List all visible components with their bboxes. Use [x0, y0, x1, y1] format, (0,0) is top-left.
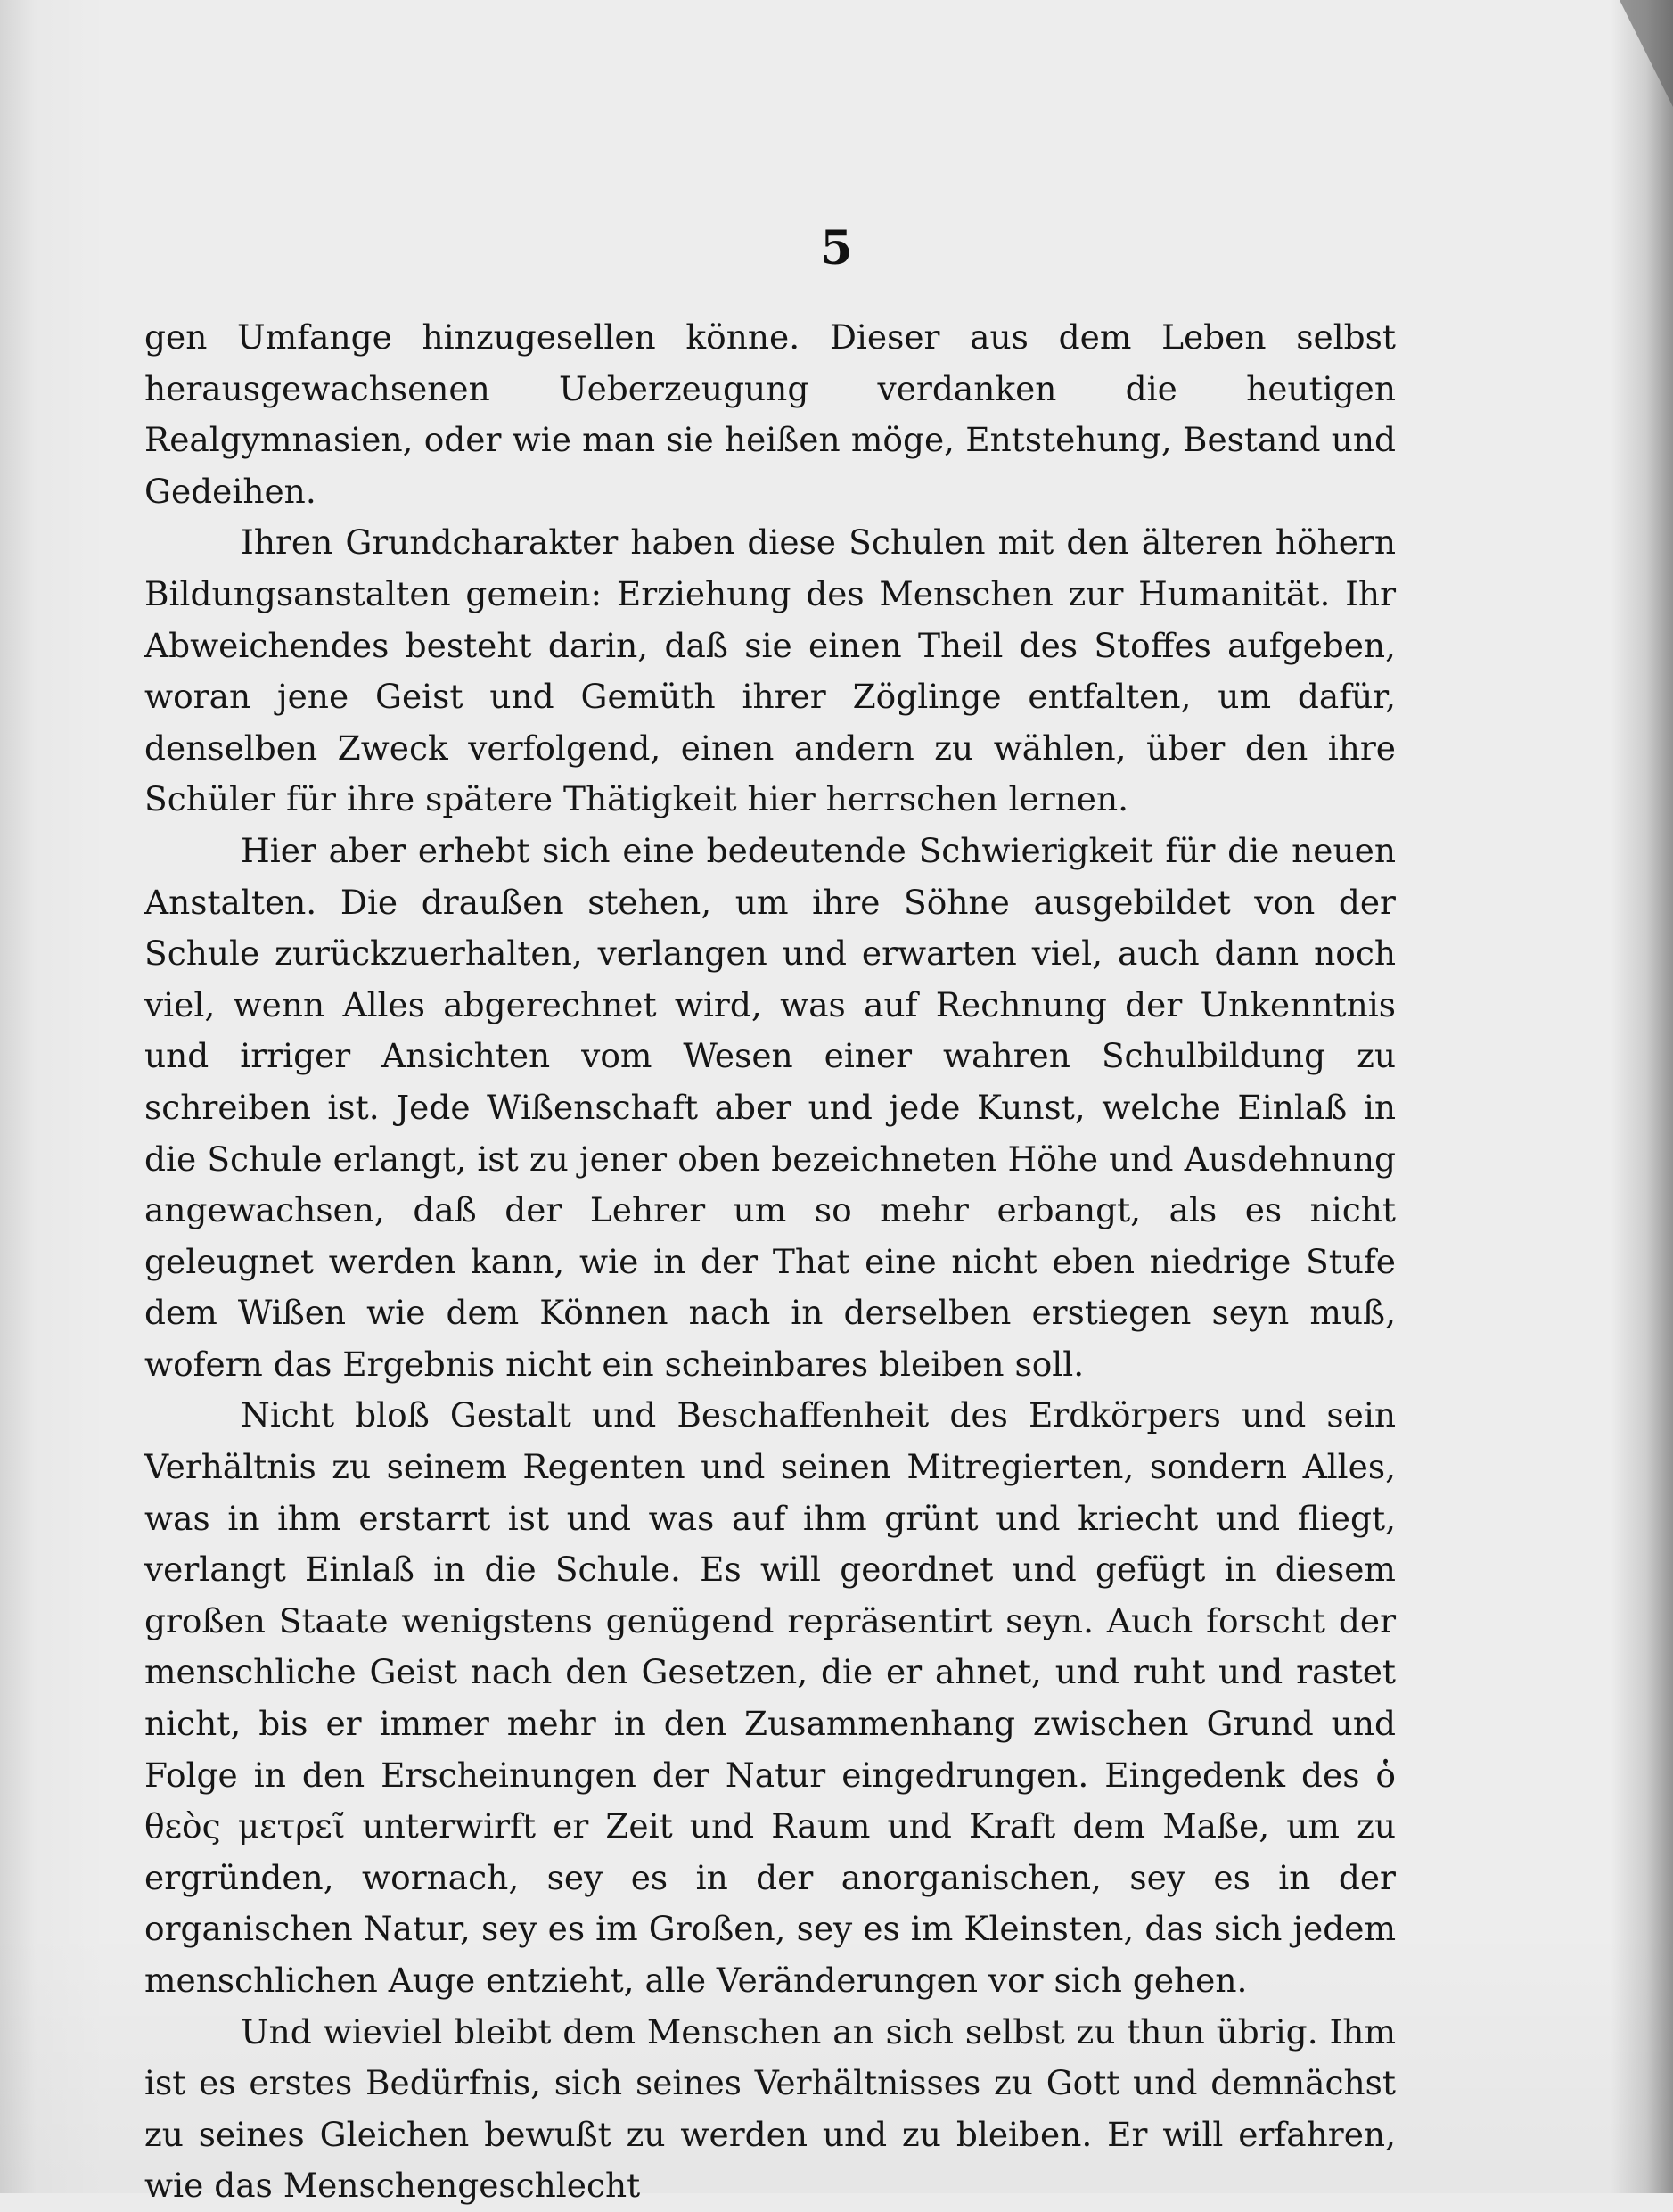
body-text [144, 312, 1396, 2212]
page-number: 5 [820, 221, 853, 275]
paragraph-grundcharakter: Ihren Grundcharakter haben diese Schulen mit den älteren höhern Bildungsanstalten gemein: Erziehung des Menschen zur Humanität. Ihr Abweichendes besteht darin, daß sie einen Theil des Stoffes aufgeben, woran jene Geist und Gemüth ihrer Zöglinge entfalten, um dafür, denselben Zweck verfolgend, einen andern zu wählen, über den ihre Schüler für ihre spätere Thätigkeit hier herrschen lernen. [144, 522, 1396, 819]
paragraph-erdkoerper: Nicht bloß Gestalt und Beschaffenheit des Erdkörpers und sein Verhältnis zu seinem Regenten und seinen Mitregierten, sondern Alles, was in ihm erstarrt ist und was auf ihm grünt und kriecht und fliegt, verlangt Einlaß in die Schule. Es will geordnet und gefügt in diesem großen Staate wenigstens genügend repräsentirt seyn. Auch forscht der menschliche Geist nach den Gesetzen, die er ahnet, und ruht und rastet nicht, bis er immer mehr in den Zusammenhang zwischen Grund und Folge in den Erscheinungen der Natur eingedrungen. Eingedenk des ὁ θεὸς μετρεῖ unterwirft er Zeit und Raum und Kraft dem Maße, um zu ergründen, wornach, sey es in der anorganischen, sey es in der organischen Natur, sey es im Großen, sey es im Kleinsten, das sich jedem menschlichen Auge entzieht, alle Veränderungen vor sich gehen. [144, 1395, 1396, 2000]
page-corner-fold [1620, 0, 1673, 107]
paragraph-schwierigkeit: Hier aber erhebt sich eine bedeutende Schwierigkeit für die neuen Anstalten. Die draußen stehen, um ihre Söhne ausgebildet von der Schule zurückzuerhalten, verlangen und erwarten viel, auch dann noch viel, wenn Alles abgerechnet wird, was auf Rechnung der Unkenntnis und irriger Ansichten vom Wesen einer wahren Schulbildung zu schreiben ist. Jede Wißenschaft aber und jede Kunst, welche Einlaß in die Schule erlangt, ist zu jener oben bezeichneten Höhe und Ausdehnung angewachsen, daß der Lehrer um so mehr erbangt, als es nicht geleugnet werden kann, wie in der That eine nicht eben niedrige Stufe dem Wißen wie dem Können nach in derselben erstiegen seyn muß, wofern das Ergebnis nicht ein scheinbares bleiben soll. [144, 830, 1396, 1384]
paragraph-menschen: Und wieviel bleibt dem Menschen an sich selbst zu thun übrig. Ihm ist es erstes Bedürfnis, sich seines Verhältnisses zu Gott und demnächst zu seines Gleichen bewußt zu werden und zu bleiben. Er will erfahren, wie das Menschengeschlecht [144, 2011, 1396, 2206]
paragraph-continuation: gen Umfange hinzugesellen könne. Dieser aus dem Leben selbst herausgewachsenen Ueberzeugung verdanken die heutigen Realgymnasien, oder wie man sie heißen möge, Entstehung, Bestand und Gedeihen. [144, 317, 1396, 511]
page-edge-shadow [1611, 0, 1673, 2193]
